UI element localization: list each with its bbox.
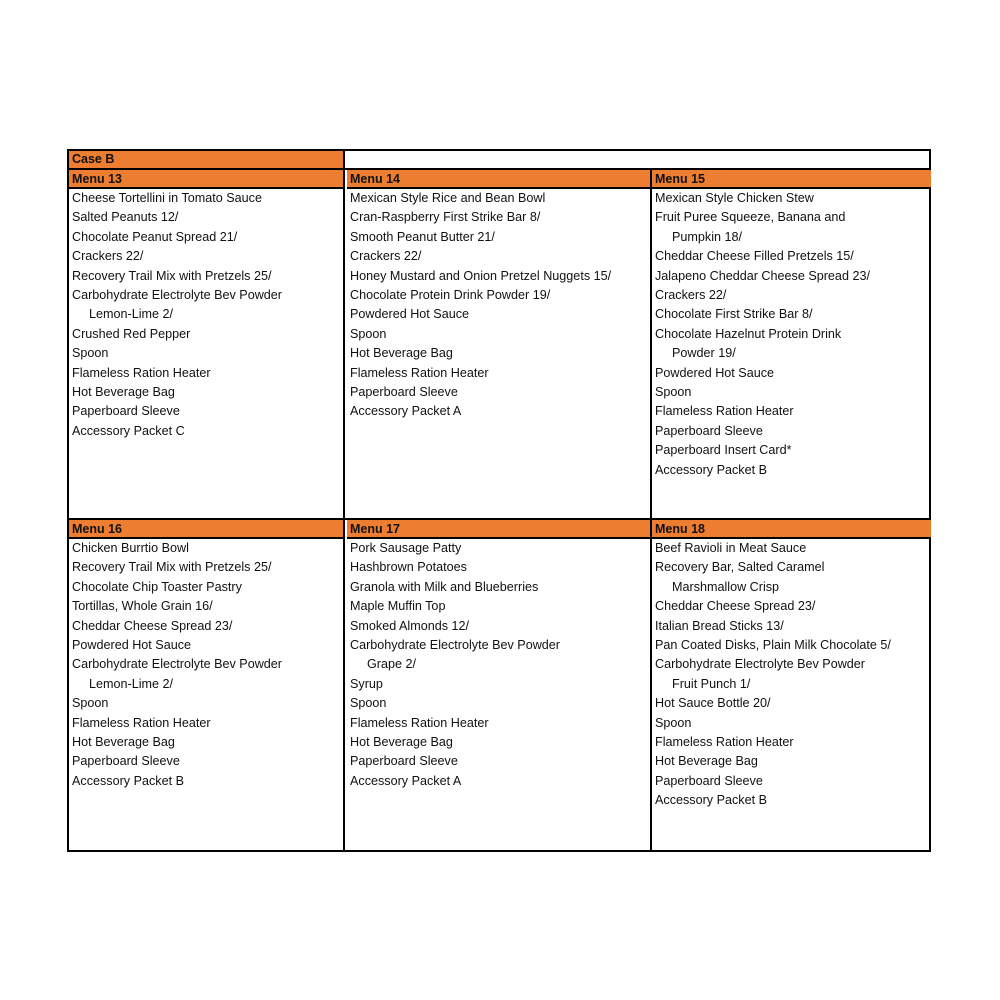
menu-item: Carbohydrate Electrolyte Bev Powder	[72, 657, 282, 672]
menu-item: Hot Beverage Bag	[72, 735, 175, 750]
menu-item: Accessory Packet B	[72, 773, 184, 788]
menu-item: Accessory Packet A	[350, 404, 462, 419]
menu-item: Powdered Hot Sauce	[72, 638, 192, 653]
menu-item: Granola with Milk and Blueberries	[350, 579, 539, 594]
menu-item-continuation-text: Lemon-Lime 2/	[89, 307, 173, 322]
menu-item-continuation	[655, 675, 931, 694]
menu-item: Fruit Puree Squeeze, Banana and	[655, 210, 846, 225]
menu-item: Syrup	[350, 676, 383, 691]
menu-item: Hot Beverage Bag	[350, 346, 453, 361]
menu-item: Pan Coated Disks, Plain Milk Chocolate 5/	[655, 638, 891, 653]
menu-item: Italian Bread Sticks 13/	[655, 618, 784, 633]
menu-item: Flameless Ration Heater	[350, 365, 489, 380]
menu-15-cell	[652, 170, 931, 520]
menu-item: Chicken Burrtio Bowl	[72, 541, 189, 555]
menu-item: Cheddar Cheese Spread 23/	[655, 599, 816, 614]
menu-item-list	[347, 539, 650, 791]
menu-item: Powdered Hot Sauce	[655, 365, 775, 380]
menu-item: Accessory Packet C	[72, 423, 185, 438]
menu-item-list	[347, 189, 650, 422]
menu-item: Cran-Raspberry First Strike Bar 8/	[350, 210, 541, 225]
menu-item: Spoon	[72, 696, 109, 711]
menu-item-continuation-text: Lemon-Lime 2/	[89, 676, 173, 691]
menu-item: Chocolate Peanut Spread 21/	[72, 229, 238, 244]
menu-item: Beef Ravioli in Meat Sauce	[655, 541, 807, 555]
menu-item: Spoon	[655, 385, 692, 400]
menu-item-continuation	[655, 344, 931, 363]
menu-item: Cheddar Cheese Spread 23/	[72, 618, 233, 633]
menu-17-cell	[347, 520, 652, 852]
menu-item: Hot Sauce Bottle 20/	[655, 696, 771, 711]
menu-item-continuation	[350, 655, 650, 674]
menu-item: Flameless Ration Heater	[72, 365, 211, 380]
menu-item: Flameless Ration Heater	[655, 404, 794, 419]
menu-item: Powdered Hot Sauce	[350, 307, 470, 322]
menu-item: Maple Muffin Top	[350, 599, 446, 614]
menu-item: Crackers 22/	[72, 249, 144, 264]
case-blank-cell	[347, 151, 929, 168]
menu-item: Smooth Peanut Butter 21/	[350, 229, 495, 244]
menu-item: Crackers 22/	[350, 249, 422, 264]
menu-item: Cheddar Cheese Filled Pretzels 15/	[655, 249, 854, 264]
menu-item: Recovery Trail Mix with Pretzels 25/	[72, 560, 272, 575]
case-label: Case B	[69, 151, 345, 168]
menu-table	[67, 149, 931, 852]
menu-16-cell	[69, 520, 345, 852]
menu-item: Paperboard Sleeve	[350, 385, 458, 400]
menu-item-continuation	[72, 305, 343, 324]
menu-item: Paperboard Sleeve	[72, 404, 180, 419]
menu-item: Recovery Trail Mix with Pretzels 25/	[72, 268, 272, 283]
menu-header: Menu 17	[347, 520, 650, 539]
menu-item: Pork Sausage Patty	[350, 541, 462, 555]
menu-header: Menu 15	[652, 170, 931, 189]
menu-item: Flameless Ration Heater	[350, 715, 489, 730]
menu-item-continuation-text: Grape 2/	[367, 657, 417, 672]
menu-item: Hot Beverage Bag	[72, 385, 175, 400]
menu-header: Menu 14	[347, 170, 650, 189]
menu-item: Hot Beverage Bag	[655, 754, 758, 769]
menu-item: Salted Peanuts 12/	[72, 210, 179, 225]
menu-item: Chocolate Hazelnut Protein Drink	[655, 326, 842, 341]
menu-item-continuation	[72, 675, 343, 694]
menu-item: Chocolate Chip Toaster Pastry	[72, 579, 242, 594]
menu-item-continuation-text: Fruit Punch 1/	[672, 676, 751, 691]
menu-item: Crackers 22/	[655, 288, 727, 303]
menu-item: Smoked Almonds 12/	[350, 618, 470, 633]
menu-header: Menu 18	[652, 520, 931, 539]
menu-item: Accessory Packet B	[655, 462, 767, 477]
menu-item-list	[652, 189, 931, 480]
menu-item: Paperboard Sleeve	[655, 423, 763, 438]
menu-item: Tortillas, Whole Grain 16/	[72, 599, 213, 614]
menu-item: Carbohydrate Electrolyte Bev Powder	[655, 657, 865, 672]
menu-item-continuation	[655, 228, 931, 247]
menu-item: Spoon	[350, 696, 387, 711]
menu-item: Accessory Packet B	[655, 793, 767, 808]
menu-item: Mexican Style Rice and Bean Bowl	[350, 191, 546, 205]
menu-item: Paperboard Sleeve	[72, 754, 180, 769]
menu-item: Flameless Ration Heater	[72, 715, 211, 730]
menu-header: Menu 13	[69, 170, 343, 189]
menu-14-cell	[347, 170, 652, 520]
menu-item: Honey Mustard and Onion Pretzel Nuggets 15/	[350, 268, 612, 283]
menu-item: Spoon	[350, 326, 387, 341]
menu-item-continuation-text: Marshmallow Crisp	[672, 579, 780, 594]
menu-item: Crushed Red Pepper	[72, 326, 191, 341]
menu-item: Jalapeno Cheddar Cheese Spread 23/	[655, 268, 870, 283]
menu-item: Chocolate First Strike Bar 8/	[655, 307, 813, 322]
menu-item: Recovery Bar, Salted Caramel	[655, 560, 825, 575]
menu-item: Flameless Ration Heater	[655, 735, 794, 750]
menu-item: Accessory Packet A	[350, 773, 462, 788]
menu-item-list	[652, 539, 931, 811]
menu-13-cell	[69, 170, 345, 520]
case-row	[69, 151, 929, 170]
menu-item: Paperboard Insert Card*	[655, 443, 792, 458]
menu-item: Carbohydrate Electrolyte Bev Powder	[350, 638, 560, 653]
menu-item: Spoon	[655, 715, 692, 730]
menu-item: Chocolate Protein Drink Powder 19/	[350, 288, 551, 303]
menu-item: Hot Beverage Bag	[350, 735, 453, 750]
menu-item: Mexican Style Chicken Stew	[655, 191, 814, 205]
menu-item: Spoon	[72, 346, 109, 361]
menu-header: Menu 16	[69, 520, 343, 539]
menu-item-continuation-text: Powder 19/	[672, 346, 736, 361]
menu-item: Cheese Tortellini in Tomato Sauce	[72, 191, 262, 205]
menu-item: Paperboard Sleeve	[350, 754, 458, 769]
menu-item-continuation	[655, 578, 931, 597]
menu-18-cell	[652, 520, 931, 852]
menu-item: Carbohydrate Electrolyte Bev Powder	[72, 288, 282, 303]
menu-item-continuation-text: Pumpkin 18/	[672, 229, 743, 244]
menu-item: Paperboard Sleeve	[655, 773, 763, 788]
menu-item: Hashbrown Potatoes	[350, 560, 467, 575]
menu-item-list	[69, 539, 343, 791]
menu-item-list	[69, 189, 343, 441]
